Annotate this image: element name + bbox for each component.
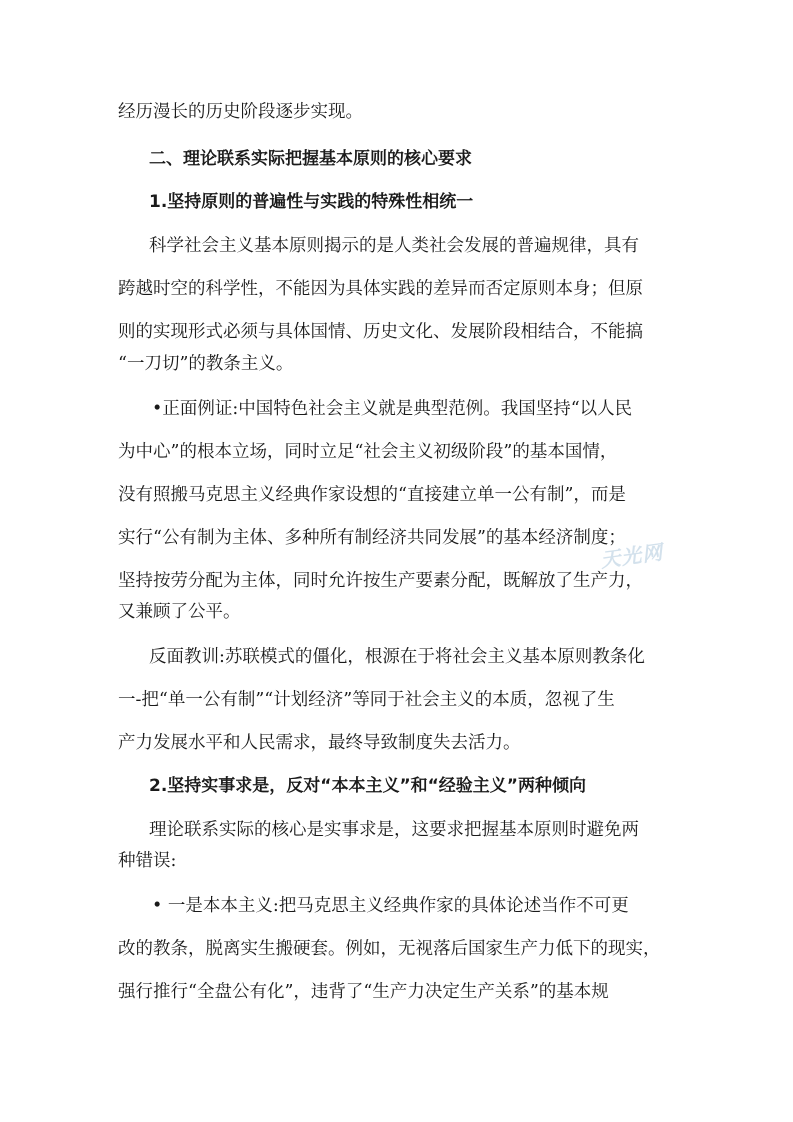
subsection-heading: 1.坚持原则的普遍性与实践的特殊性相统一 bbox=[149, 192, 474, 212]
text-line: 理论联系实际的核心是实事求是，这要求把握基本原则时避免两 bbox=[149, 820, 639, 840]
text-line: 又兼顾了公平。 bbox=[118, 602, 241, 622]
text-line: 没有照搬马克思主义经典作家设想的“直接建立单一公有制”，而是 bbox=[118, 485, 626, 505]
text-line: 种错误: bbox=[118, 851, 177, 871]
bullet-line: • 一是本本主义:把马克思主义经典作家的具体论述当作不可更 bbox=[152, 896, 629, 916]
text-line: 实行“公有制为主体、多种所有制经济共同发展”的基本经济制度； bbox=[118, 528, 626, 548]
text-line: 则的实现形式必须与具体国情、历史文化、发展阶段相结合，不能搞 bbox=[118, 322, 643, 342]
text-line: 坚持按劳分配为主体，同时允许按生产要素分配，既解放了生产力， bbox=[118, 571, 643, 591]
text-line: 产力发展水平和人民需求，最终导致制度失去活力。 bbox=[118, 733, 521, 753]
text-line: 一-把“单一公有制”“计划经济”等同于社会主义的本质，忽视了生 bbox=[118, 690, 615, 710]
text-line: 反面教训:苏联模式的僵化，根源在于将社会主义基本原则教条化 bbox=[149, 647, 645, 667]
text-line: “一刀切”的教条主义。 bbox=[118, 354, 294, 374]
watermark: 天光网 bbox=[598, 539, 665, 573]
text-line: 科学社会主义基本原则揭示的是人类社会发展的普遍规律，具有 bbox=[149, 236, 639, 256]
bullet-line: •正面例证:中国特色社会主义就是典型范例。我国坚持“以人民 bbox=[152, 399, 633, 419]
text-line: 经历漫长的历史阶段逐步实现。 bbox=[118, 102, 363, 122]
section-heading: 二、理论联系实际把握基本原则的核心要求 bbox=[149, 149, 472, 169]
text-line: 为中心”的根本立场，同时立足“社会主义初级阶段”的基本国情， bbox=[118, 442, 618, 462]
text-line: 改的教条，脱离实生搬硬套。例如，无视落后国家生产力低下的现实， bbox=[118, 939, 661, 959]
text-line: 强行推行“全盘公有化”，违背了“生产力决定生产关系”的基本规 bbox=[118, 982, 609, 1002]
text-line: 跨越时空的科学性，不能因为具体实践的差异而否定原则本身；但原 bbox=[118, 279, 643, 299]
subsection-heading: 2.坚持实事求是，反对“本本主义”和“经验主义”两种倾向 bbox=[149, 776, 586, 796]
